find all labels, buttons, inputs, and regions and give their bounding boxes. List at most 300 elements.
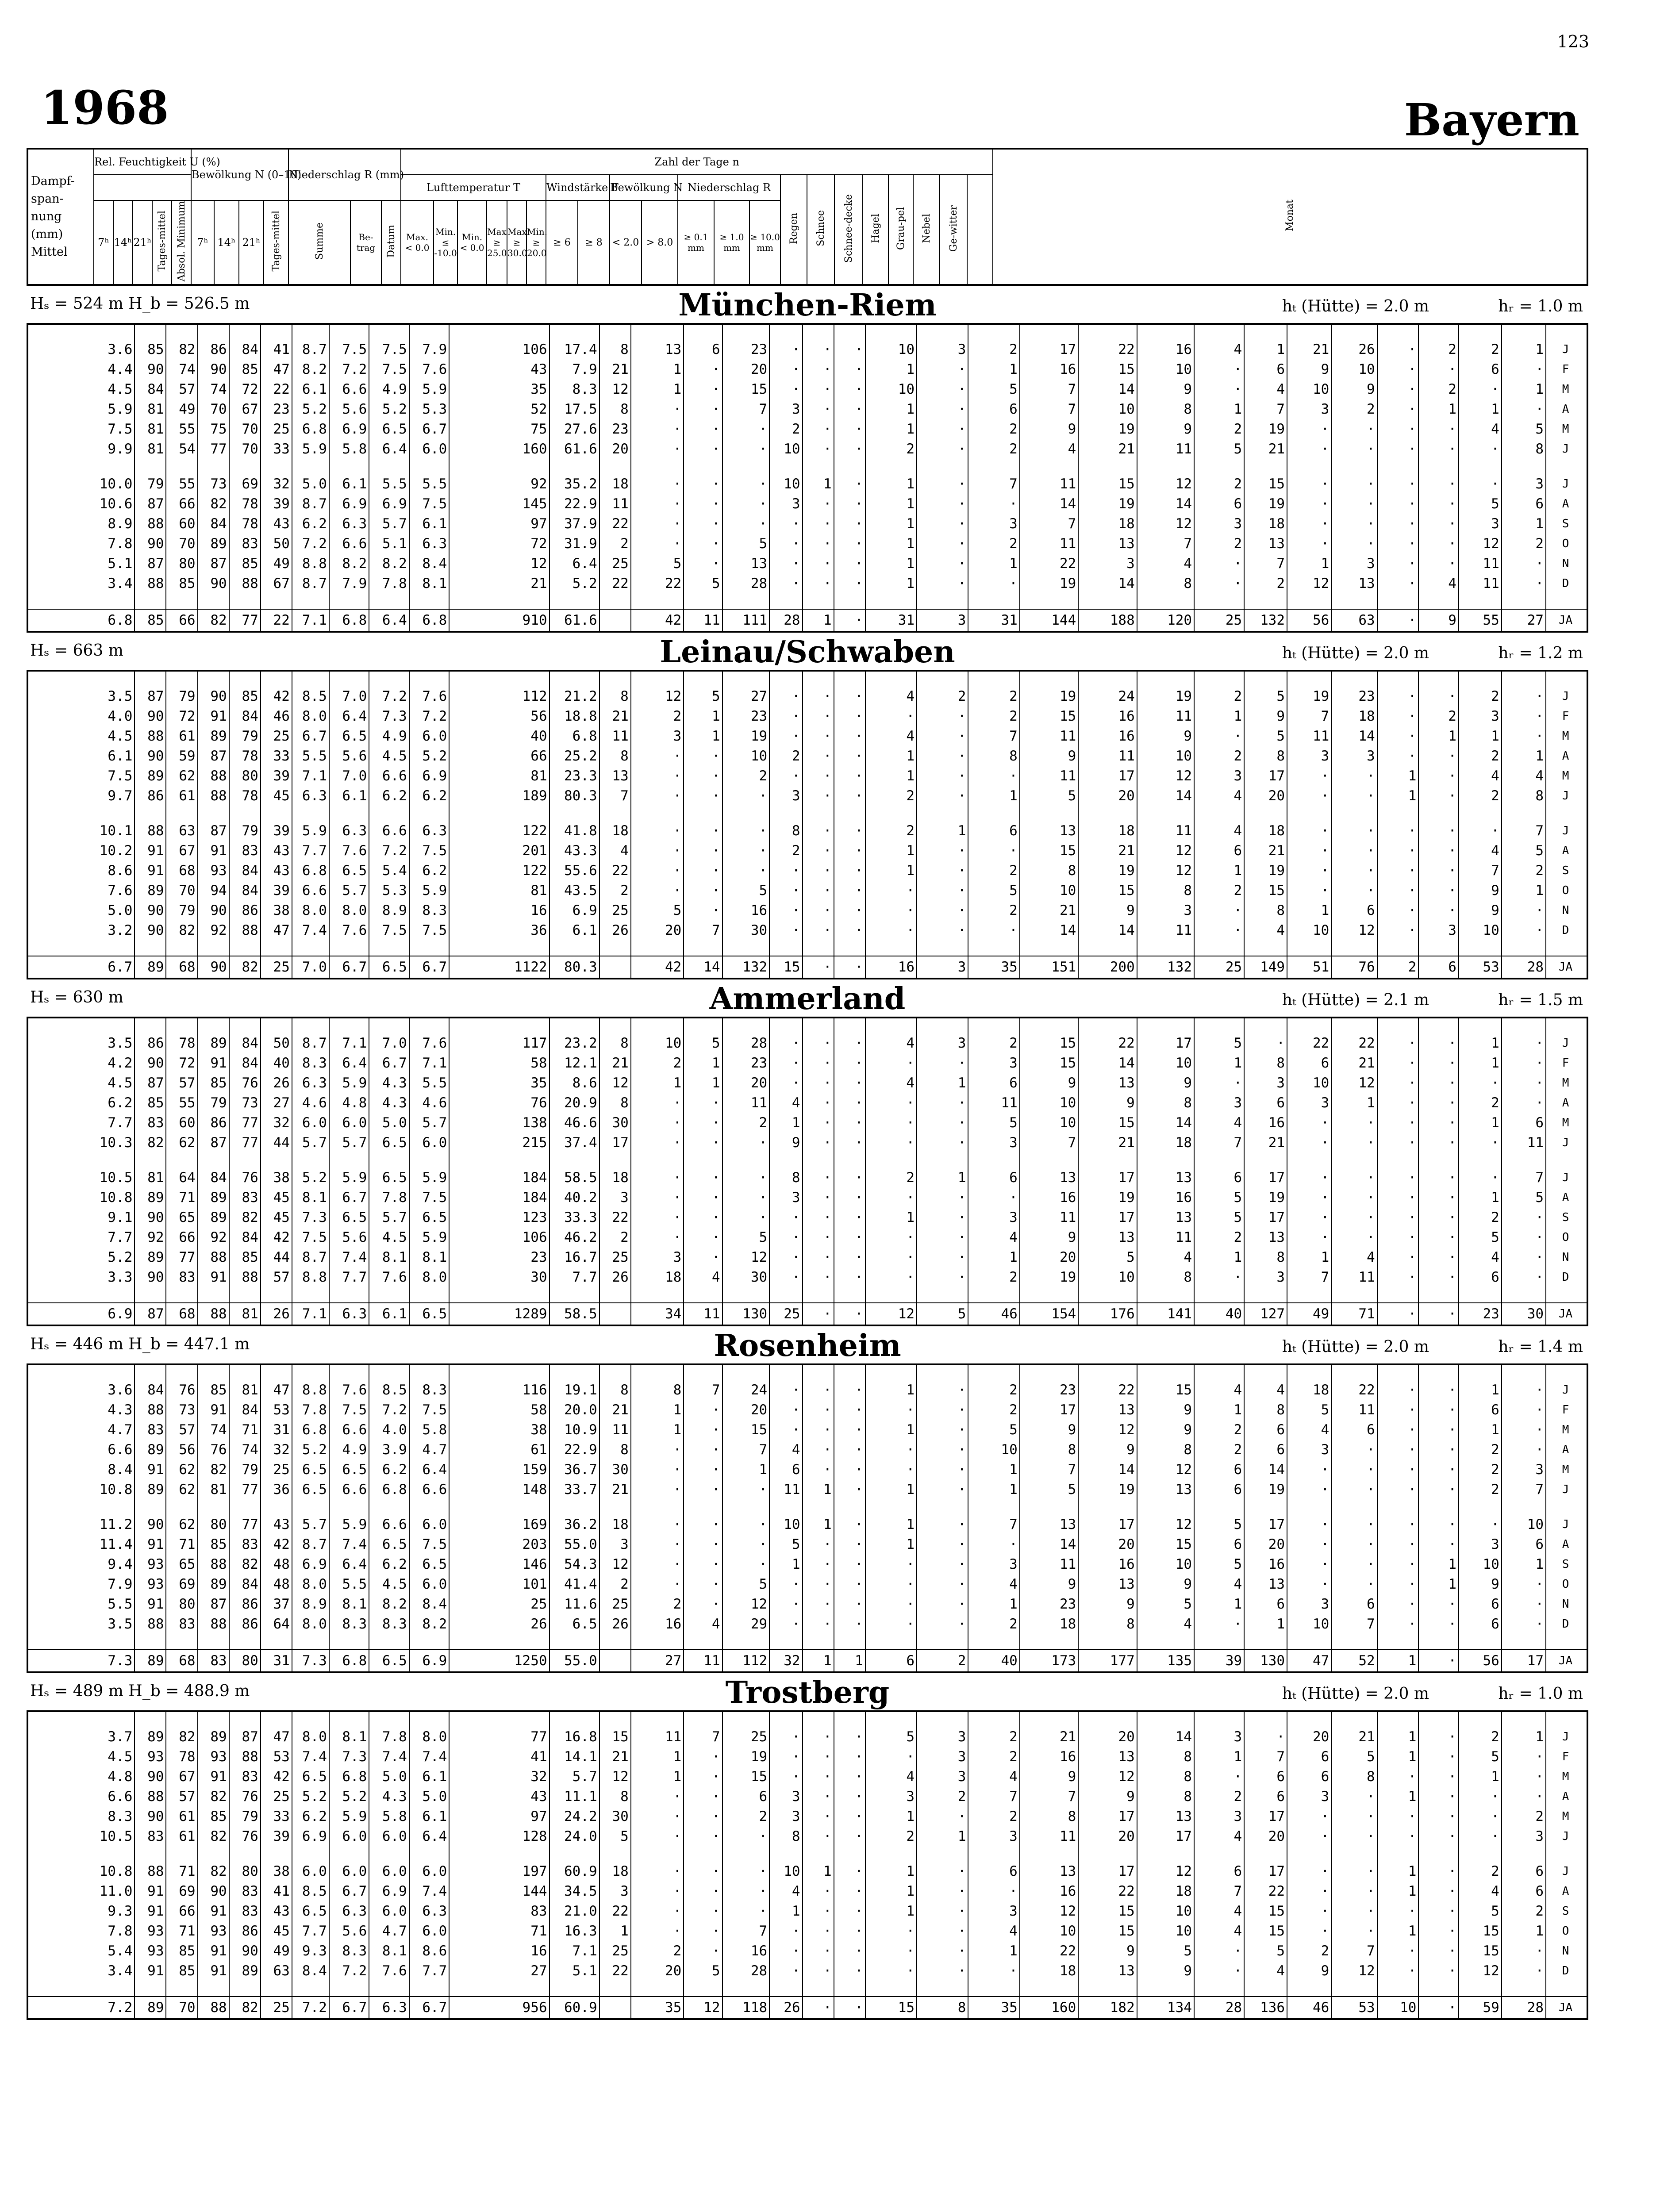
value-cell: 8 — [1244, 901, 1287, 921]
value-cell: · — [917, 1248, 968, 1267]
value-cell: 83 — [229, 1535, 261, 1555]
month-cell: J — [1546, 340, 1587, 360]
value-cell: 17 — [1244, 1515, 1287, 1535]
value-cell: 2 — [599, 1228, 631, 1248]
value-cell: 73 — [166, 1400, 197, 1420]
value-cell: 7.0 — [292, 956, 329, 979]
spacer-cell — [1502, 671, 1546, 687]
header-schneedecke: Schnee-decke — [834, 175, 863, 285]
value-cell: 8.8 — [292, 1267, 329, 1287]
value-cell: 154 — [1020, 1303, 1079, 1325]
spacer-cell — [722, 941, 770, 956]
stations-container — [27, 286, 1588, 2020]
spacer-cell — [968, 1153, 1019, 1168]
spacer-cell — [449, 594, 549, 609]
value-cell: 5.9 — [292, 439, 329, 459]
value-cell: · — [1331, 1882, 1377, 1901]
value-cell: 8.3 — [369, 1614, 409, 1634]
value-cell: 4.5 — [369, 1575, 409, 1594]
spacer-cell — [261, 324, 292, 340]
value-cell: · — [1377, 534, 1419, 554]
station-name: München-Riem — [678, 288, 937, 323]
value-cell: 10 — [1078, 1267, 1137, 1287]
spacer-cell — [769, 941, 802, 956]
value-cell: 3 — [599, 1882, 631, 1901]
value-cell: 5.1 — [549, 1961, 599, 1981]
value-cell: 8.3 — [549, 380, 599, 399]
value-cell: · — [834, 766, 865, 786]
value-cell: 7.7 — [27, 1113, 134, 1133]
value-cell: 31 — [865, 609, 917, 632]
value-cell: 56 — [1459, 1650, 1502, 1672]
station-table — [27, 1363, 1588, 1673]
value-cell: · — [865, 1594, 917, 1614]
value-cell: 6.2 — [27, 1093, 134, 1113]
value-cell: 6.2 — [369, 1555, 409, 1575]
spacer-cell — [27, 1153, 134, 1168]
value-cell: · — [769, 1267, 802, 1287]
value-cell: · — [803, 1575, 834, 1594]
value-cell: 1 — [1287, 901, 1331, 921]
value-cell: 1 — [803, 1515, 834, 1535]
value-cell: 132 — [1137, 956, 1194, 979]
spacer-cell — [329, 1847, 369, 1862]
value-cell: 76 — [229, 1168, 261, 1188]
value-cell: · — [1502, 360, 1546, 380]
value-cell: 22 — [1078, 1033, 1137, 1053]
spacer-cell — [1194, 671, 1244, 687]
value-cell: 21 — [599, 360, 631, 380]
spacer-cell — [292, 1711, 329, 1727]
value-cell: · — [1287, 1882, 1331, 1901]
value-cell: 5 — [1244, 687, 1287, 707]
value-cell: 200 — [1078, 956, 1137, 979]
value-cell: · — [1377, 494, 1419, 514]
header-rel-sub — [94, 175, 191, 200]
value-cell: 1289 — [449, 1303, 549, 1325]
value-cell: 61 — [449, 1440, 549, 1460]
value-cell: · — [1377, 574, 1419, 594]
month-row — [27, 901, 1587, 921]
value-cell: 38 — [261, 1862, 292, 1882]
value-cell: · — [803, 534, 834, 554]
value-cell: 6.5 — [369, 1133, 409, 1153]
value-cell: 9 — [1020, 1420, 1079, 1440]
value-cell: 2 — [722, 766, 770, 786]
spacer-cell — [134, 1287, 166, 1303]
value-cell: 88 — [134, 514, 166, 534]
value-cell: · — [631, 1535, 684, 1555]
spacer-cell — [166, 459, 197, 474]
value-cell: 6.6 — [329, 380, 369, 399]
value-cell: · — [1502, 707, 1546, 726]
value-cell: · — [917, 574, 968, 594]
spacer-cell — [599, 594, 631, 609]
month-row — [27, 1555, 1587, 1575]
spacer-row — [27, 1634, 1587, 1650]
value-cell: 6 — [1502, 1113, 1546, 1133]
value-cell: 6 — [1459, 1614, 1502, 1634]
spacer-cell — [769, 1847, 802, 1862]
value-cell: 7.2 — [369, 841, 409, 861]
value-cell: 3 — [1078, 554, 1137, 574]
value-cell: · — [1377, 1093, 1419, 1113]
value-cell: · — [684, 1133, 722, 1153]
station-hut-height: hₜ (Hütte) = 2.0 m — [1282, 644, 1429, 663]
spacer-cell — [1502, 1847, 1546, 1862]
value-cell: 4 — [769, 1093, 802, 1113]
value-cell: 9 — [1078, 1594, 1137, 1614]
value-cell: 4 — [599, 841, 631, 861]
value-cell: 23.3 — [549, 766, 599, 786]
value-cell: 4 — [1194, 1575, 1244, 1594]
value-cell: · — [803, 707, 834, 726]
value-cell: · — [1377, 1460, 1419, 1480]
value-cell: 10.3 — [27, 1133, 134, 1153]
spacer-cell — [1020, 1364, 1079, 1380]
value-cell: 6.5 — [369, 419, 409, 439]
value-cell: 85 — [198, 1380, 229, 1400]
value-cell: · — [631, 474, 684, 494]
value-cell: 144 — [1020, 609, 1079, 632]
spacer-cell — [1194, 1153, 1244, 1168]
value-cell: 9 — [1418, 609, 1458, 632]
spacer-cell — [1418, 1287, 1458, 1303]
value-cell: 5.2 — [292, 1168, 329, 1188]
value-cell: · — [1502, 1747, 1546, 1767]
value-cell: 6.0 — [409, 1515, 449, 1535]
spacer-cell — [684, 1153, 722, 1168]
value-cell: 7 — [722, 1921, 770, 1941]
value-cell: · — [917, 534, 968, 554]
spacer-cell — [27, 1634, 134, 1650]
spacer-cell — [1020, 1153, 1079, 1168]
value-cell: 7 — [1020, 1133, 1079, 1153]
spacer-cell — [865, 1711, 917, 1727]
value-cell: 79 — [134, 474, 166, 494]
value-cell: 71 — [449, 1921, 549, 1941]
value-cell: 50 — [261, 1033, 292, 1053]
value-cell: · — [1377, 1440, 1419, 1460]
value-cell: 61.6 — [549, 609, 599, 632]
spacer-cell — [449, 1847, 549, 1862]
value-cell: · — [684, 1188, 722, 1208]
value-cell: · — [722, 861, 770, 881]
value-cell: 5 — [1078, 1248, 1137, 1267]
station-header — [27, 633, 1588, 670]
month-row — [27, 1133, 1587, 1153]
value-cell: 86 — [229, 1614, 261, 1634]
month-row — [27, 1767, 1587, 1787]
value-cell: 11 — [1287, 726, 1331, 746]
station-1 — [27, 633, 1588, 979]
value-cell: 26 — [599, 921, 631, 941]
value-cell: · — [1194, 726, 1244, 746]
value-cell: · — [722, 419, 770, 439]
spacer-cell — [1546, 1711, 1587, 1727]
value-cell: 5.8 — [329, 439, 369, 459]
value-cell: 2 — [917, 1787, 968, 1807]
value-cell: 22 — [1078, 1380, 1137, 1400]
value-cell: 12 — [1137, 474, 1194, 494]
value-cell: 17 — [1078, 1168, 1137, 1188]
value-cell: · — [1194, 380, 1244, 399]
value-cell: 3 — [1459, 1535, 1502, 1555]
value-cell: · — [769, 1248, 802, 1267]
value-cell: · — [834, 494, 865, 514]
value-cell: 6.3 — [409, 821, 449, 841]
value-cell: 84 — [134, 380, 166, 399]
value-cell: 6.9 — [549, 901, 599, 921]
value-cell: · — [834, 419, 865, 439]
spacer-cell — [134, 1153, 166, 1168]
spacer-cell — [769, 1153, 802, 1168]
value-cell: 64 — [166, 1168, 197, 1188]
value-cell: 11 — [1331, 1267, 1377, 1287]
value-cell: 7.8 — [369, 574, 409, 594]
value-cell: 8 — [1137, 1787, 1194, 1807]
spacer-cell — [27, 324, 134, 340]
value-cell: 3.9 — [369, 1440, 409, 1460]
value-cell: · — [1418, 1188, 1458, 1208]
value-cell: · — [722, 1555, 770, 1575]
spacer-cell — [134, 1711, 166, 1727]
value-cell: 7.9 — [409, 340, 449, 360]
header-rel-min: Absol. Minimum — [172, 200, 191, 285]
value-cell: 81 — [449, 881, 549, 901]
value-cell: · — [684, 821, 722, 841]
value-cell: 47 — [261, 1727, 292, 1747]
spacer-cell — [1459, 941, 1502, 956]
value-cell: 21 — [599, 1053, 631, 1073]
value-cell: 89 — [134, 1248, 166, 1267]
value-cell: 8.0 — [292, 1575, 329, 1594]
value-cell: 8.5 — [292, 687, 329, 707]
value-cell: · — [684, 1901, 722, 1921]
value-cell: 25 — [599, 1594, 631, 1614]
value-cell: 97 — [449, 1807, 549, 1827]
value-cell: · — [803, 439, 834, 459]
value-cell: 5.5 — [27, 1594, 134, 1614]
value-cell: 7.9 — [27, 1575, 134, 1594]
value-cell: · — [631, 1921, 684, 1941]
value-cell: 6.9 — [409, 766, 449, 786]
value-cell: 18 — [1078, 514, 1137, 534]
value-cell: 66 — [449, 746, 549, 766]
spacer-cell — [1331, 1018, 1377, 1033]
value-cell: 68 — [166, 956, 197, 979]
value-cell: 16 — [865, 956, 917, 979]
value-cell: · — [1377, 1901, 1419, 1921]
value-cell: 88 — [198, 786, 229, 806]
header-gewitter: Ge-witter — [940, 175, 967, 285]
value-cell: 22 — [1020, 1941, 1079, 1961]
value-cell: · — [769, 921, 802, 941]
spacer-cell — [449, 941, 549, 956]
value-cell: 68 — [166, 1303, 197, 1325]
value-cell: · — [1331, 1113, 1377, 1133]
spacer-row — [27, 324, 1587, 340]
value-cell: 3 — [865, 1787, 917, 1807]
month-cell: O — [1546, 1921, 1587, 1941]
month-row — [27, 1827, 1587, 1847]
value-cell: · — [834, 1575, 865, 1594]
value-cell: · — [1418, 1787, 1458, 1807]
value-cell: · — [1377, 1767, 1419, 1787]
value-cell: 20.0 — [549, 1400, 599, 1420]
value-cell: 9 — [1137, 1420, 1194, 1440]
value-cell: 65 — [166, 1555, 197, 1575]
value-cell: 4.5 — [27, 1073, 134, 1093]
value-cell: 7 — [968, 726, 1019, 746]
value-cell: 67 — [166, 1767, 197, 1787]
value-cell: · — [631, 399, 684, 419]
value-cell: 6.6 — [27, 1440, 134, 1460]
value-cell: · — [803, 554, 834, 574]
value-cell: 90 — [134, 921, 166, 941]
spacer-row — [27, 1153, 1587, 1168]
spacer-cell — [229, 941, 261, 956]
value-cell: 130 — [722, 1303, 770, 1325]
value-cell: 2 — [722, 1807, 770, 1827]
value-cell: · — [917, 1460, 968, 1480]
value-cell: 89 — [198, 1727, 229, 1747]
value-cell: 7 — [1287, 707, 1331, 726]
value-cell: 8.3 — [409, 901, 449, 921]
spacer-cell — [166, 941, 197, 956]
spacer-cell — [599, 1981, 631, 1997]
spacer-cell — [134, 1634, 166, 1650]
value-cell: 5.5 — [409, 1073, 449, 1093]
value-cell: 92 — [134, 1228, 166, 1248]
value-cell: 2 — [865, 821, 917, 841]
value-cell: 25 — [599, 901, 631, 921]
value-cell: 8.3 — [409, 1380, 449, 1400]
value-cell: · — [1331, 1807, 1377, 1827]
spacer-cell — [449, 1364, 549, 1380]
value-cell: 19 — [1078, 1480, 1137, 1500]
value-cell: 45 — [261, 1208, 292, 1228]
spacer-row — [27, 594, 1587, 609]
value-cell: · — [917, 1380, 968, 1400]
value-cell: 7.4 — [329, 1248, 369, 1267]
value-cell: 70 — [166, 534, 197, 554]
value-cell: 5.7 — [369, 1208, 409, 1228]
value-cell: 122 — [449, 861, 549, 881]
value-cell: · — [631, 1440, 684, 1460]
spacer-cell — [261, 941, 292, 956]
value-cell: 15 — [1078, 360, 1137, 380]
value-cell: 51 — [1287, 956, 1331, 979]
value-cell: · — [1377, 1575, 1419, 1594]
value-cell: 46 — [968, 1303, 1019, 1325]
value-cell: 12 — [599, 1555, 631, 1575]
value-cell: 6.3 — [292, 786, 329, 806]
value-cell: 8 — [769, 821, 802, 841]
station-name: Ammerland — [709, 981, 906, 1017]
value-cell: 7.6 — [409, 687, 449, 707]
value-cell: 5.0 — [369, 1767, 409, 1787]
value-cell: 7 — [1244, 399, 1287, 419]
value-cell: 1 — [1377, 786, 1419, 806]
value-cell: · — [1377, 1480, 1419, 1500]
value-cell: · — [803, 1901, 834, 1921]
value-cell: · — [834, 1862, 865, 1882]
value-cell: 82 — [166, 340, 197, 360]
value-cell: · — [803, 956, 834, 979]
spacer-cell — [968, 1287, 1019, 1303]
value-cell: · — [1331, 841, 1377, 861]
spacer-cell — [917, 1018, 968, 1033]
value-cell: 10 — [1020, 1113, 1079, 1133]
spacer-cell — [1287, 1847, 1331, 1862]
spacer-cell — [1502, 1364, 1546, 1380]
value-cell: 1 — [1244, 1614, 1287, 1634]
value-cell: 2 — [968, 1380, 1019, 1400]
spacer-cell — [865, 1364, 917, 1380]
value-cell: 89 — [198, 726, 229, 746]
spacer-cell — [27, 1711, 134, 1727]
value-cell: 85 — [166, 1961, 197, 1981]
value-cell: 90 — [134, 1053, 166, 1073]
value-cell: 82 — [198, 1827, 229, 1847]
value-cell: 32 — [769, 1650, 802, 1672]
spacer-cell — [1244, 1981, 1287, 1997]
value-cell: · — [917, 494, 968, 514]
value-cell: 40 — [968, 1650, 1019, 1672]
station-height: Hₛ = 489 m H_b = 488.9 m — [30, 1682, 250, 1701]
value-cell: · — [834, 399, 865, 419]
spacer-cell — [198, 1287, 229, 1303]
value-cell: 10 — [1287, 1073, 1331, 1093]
spacer-cell — [198, 1018, 229, 1033]
header-graupel: Grau-pel — [888, 175, 913, 285]
value-cell: 11 — [769, 1480, 802, 1500]
value-cell: 7.5 — [409, 1188, 449, 1208]
value-cell: 2 — [1459, 340, 1502, 360]
value-cell: 138 — [449, 1113, 549, 1133]
value-cell: 78 — [166, 1033, 197, 1053]
value-cell: · — [631, 1460, 684, 1480]
value-cell: · — [1418, 881, 1458, 901]
value-cell: 6.3 — [409, 534, 449, 554]
spacer-cell — [134, 459, 166, 474]
value-cell: 85 — [134, 340, 166, 360]
value-cell: · — [917, 1400, 968, 1420]
value-cell: · — [865, 1053, 917, 1073]
value-cell: · — [1502, 726, 1546, 746]
value-cell: 5 — [684, 687, 722, 707]
value-cell: · — [803, 1460, 834, 1480]
value-cell: 159 — [449, 1460, 549, 1480]
value-cell: · — [1194, 1941, 1244, 1961]
value-cell: 1 — [865, 474, 917, 494]
value-cell: 8 — [599, 340, 631, 360]
value-cell: · — [917, 1575, 968, 1594]
value-cell: · — [1287, 821, 1331, 841]
value-cell: 25 — [599, 1941, 631, 1961]
value-cell: 10 — [631, 1033, 684, 1053]
month-cell: J — [1546, 687, 1587, 707]
value-cell: 28 — [769, 609, 802, 632]
value-cell: 90 — [198, 574, 229, 594]
value-cell: · — [1287, 1168, 1331, 1188]
value-cell: 6.7 — [329, 1188, 369, 1208]
value-cell: · — [684, 1555, 722, 1575]
value-cell: 1 — [1502, 1727, 1546, 1747]
value-cell: 2 — [722, 1113, 770, 1133]
value-cell: 1 — [1502, 340, 1546, 360]
